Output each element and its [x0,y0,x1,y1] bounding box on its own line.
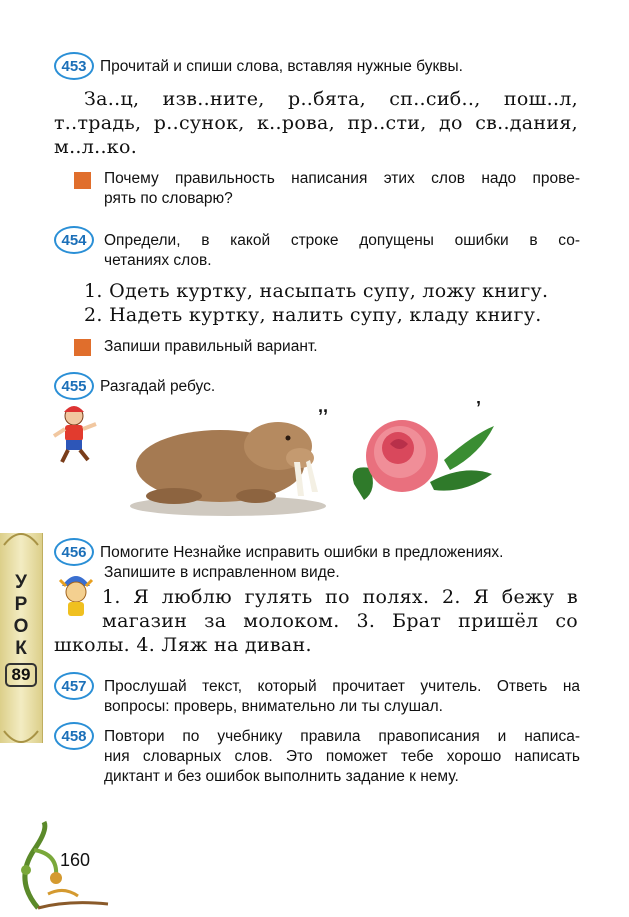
boy-character-illustration [46,402,102,466]
exercise-457-instruction-line-2: вопросы: проверь, внимательно ли ты слушал. [104,698,443,715]
lesson-number: 89 [5,663,37,687]
ribbon-letter-o: О [13,616,29,637]
rebus-apostrophe-mark: ’ [476,398,482,418]
exercise-454-instruction-line-2: четаниях слов. [104,252,212,269]
rose-picture [334,404,500,508]
exercise-number-457: 457 [54,672,94,700]
exercise-number-453: 453 [54,52,94,80]
exercise-458-instruction-line-2: ния словарных слов. Это поможет тебе хорошо написать [104,748,580,765]
exercise-454-option-2: 2. Надеть куртку, налить супу, кладу книгу. [84,304,542,326]
exercise-457-instruction-line-1: Прослушай текст, который прочитает учитель. Ответь на [104,678,580,695]
exercise-number-455: 455 [54,372,94,400]
task-marker-square [74,172,91,189]
page-number: 160 [60,850,91,870]
exercise-453-words-line-1: За..ц, изв..ните, р..бята, сп..сиб.., пош..л, [84,88,578,110]
ribbon-letter-r: Р [14,594,28,615]
exercise-number-458: 458 [54,722,94,750]
exercise-453-words-line-3: м..л..ко. [54,136,138,158]
exercise-456-sentence-line-3: школы. 4. Ляж на диван. [54,634,312,656]
exercise-456-sentence-line-2: магазин за молоком. 3. Брат пришёл со [102,610,578,632]
exercise-454-instruction-line-1: Определи, в какой строке допущены ошибки в со- [104,232,580,249]
exercise-456-instruction-line-1: Помогите Незнайке исправить ошибки в предложениях. [100,544,504,561]
exercise-456-sentence-line-1: 1. Я люблю гулять по полях. 2. Я бежу в [102,586,578,608]
exercise-454-option-1: 1. Одеть куртку, насыпать супу, ложу книгу. [84,280,549,302]
exercise-454-task: Запиши правильный вариант. [104,338,318,355]
rebus-comma-mark-1: ,, [318,396,329,416]
exercise-453-words-line-2: т..традь, р..сунок, к..рова, пр..сти, до св..дания, [54,112,578,134]
exercise-456-instruction-line-2: Запишите в исправленном виде. [104,564,340,581]
exercise-458-instruction-line-1: Повтори по учебнику правила правописания и написа- [104,728,580,745]
walrus-picture [128,402,328,518]
exercise-453-instruction: Прочитай и спиши слова, вставляя нужные буквы. [100,58,463,75]
exercise-453-question-line-1: Почему правильность написания этих слов надо прове- [104,170,580,187]
exercise-455-instruction: Разгадай ребус. [100,378,216,395]
neznayka-character-illustration [56,572,96,618]
ribbon-letter-k: К [15,638,27,659]
exercise-number-456: 456 [54,538,94,566]
task-marker-square [74,339,91,356]
exercise-number-454: 454 [54,226,94,254]
ribbon-top-ornament-icon [0,527,42,547]
exercise-458-instruction-line-3: диктант и без ошибок выполнить задание к нему. [104,768,459,785]
ribbon-bottom-ornament-icon [0,729,42,749]
exercise-453-question-line-2: рять по словарю? [104,190,233,207]
ribbon-letter-u: У [15,572,27,593]
